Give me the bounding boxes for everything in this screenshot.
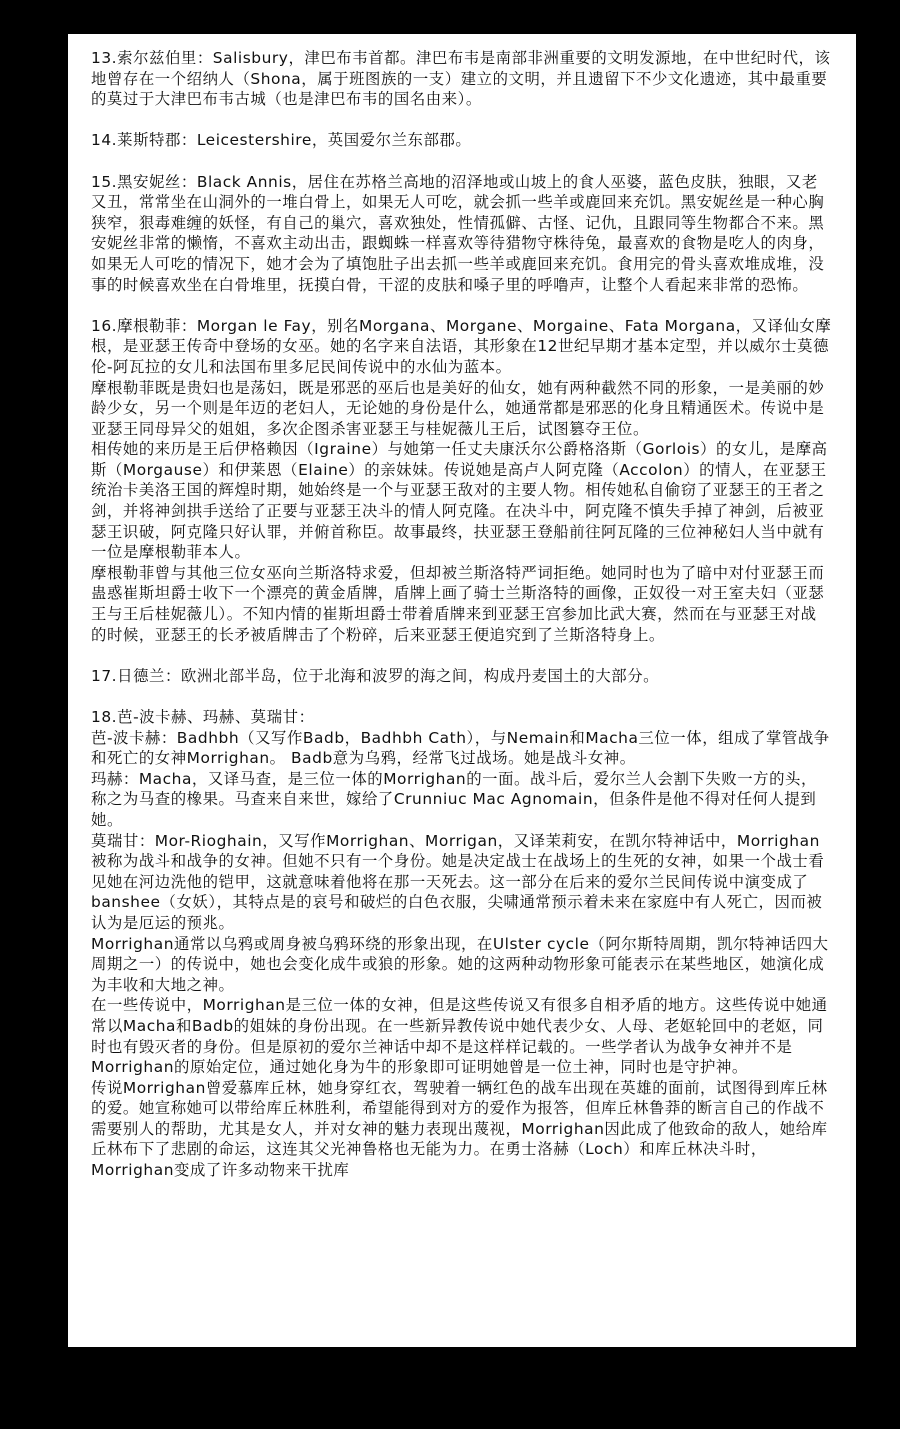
paragraph: 相传她的来历是王后伊格赖因（Igraine）与她第一任丈夫康沃尔公爵格洛斯（Gorlois）的女儿，是摩高斯（Morgause）和伊莱恩（Elaine）的亲妹妹。传说她是高卢人阿克隆（Accolon）的情人，在亚瑟王统治卡美洛王国的辉煌时期，她始终是一个与亚瑟王敌对的主要人物。相传她私自偷窃了亚瑟王的王者之剑，并将神剑拱手送给了正要与亚瑟王决斗的情人阿克隆。在决斗中，阿克隆不慎失手掉了神剑，后被亚瑟王识破，阿克隆只好认罪，并俯首称臣。故事最终，扶亚瑟王登船前往阿瓦隆的三位神秘妇人当中就有一位是摩根勒菲本人。 xyxy=(91,440,828,562)
paragraph: 14.莱斯特郡：Leicestershire，英国爱尔兰东部郡。 xyxy=(91,131,472,150)
note-13 xyxy=(91,48,832,110)
paragraph: 13.索尔兹伯里：Salisbury，津巴布韦首都。津巴布韦是南部非洲重要的文明发源地，在中世纪时代，该地曾存在一个绍纳人（Shona，属于班图族的一支）建立的文明，并且遗留下不少文化遗迹，其中最重要的莫过于大津巴布韦古城（也是津巴布韦的国名由来）。 xyxy=(91,49,831,109)
document-text xyxy=(91,48,832,1181)
paragraph: Morrighan通常以乌鸦或周身被乌鸦环绕的形象出现，在Ulster cycle（阿尔斯特周期，凯尔特神话四大周期之一）的传说中，她也会变化成牛或狼的形象。她的这两种动物形象可能表示在某些地区，她演化成为丰收和大地之神。 xyxy=(91,934,829,994)
note-16 xyxy=(91,316,832,646)
paragraph: 16.摩根勒菲：Morgan le Fay，别名Morgana、Morgane、Morgaine、Fata Morgana，又译仙女摩根，是亚瑟王传奇中登场的女巫。她的名字来自法语，其形象在12世纪早期才基本定型，并以威尔士莫德伦-阿瓦拉的女儿和法国布里多尼民间传说中的水仙为蓝本。 xyxy=(91,316,832,376)
paragraph: 莫瑞甘：Mor-Rioghain，又写作Morrighan、Morrigan，又译茉莉安，在凯尔特神话中，Morrighan被称为战斗和战争的女神。但她不只有一个身份。她是决定战士在战场上的生死的女神，如果一个战士看见她在河边洗他的铠甲，这就意味着他将在那一天死去。这一部分在后来的爱尔兰民间传说中演变成了banshee（女妖），其特点是的哀号和破烂的白色衣服，尖啸通常预示着未来在家庭中有人死亡，因而被认为是厄运的预兆。 xyxy=(91,831,825,932)
paragraph: 玛赫：Macha，又译马查，是三位一体的Morrighan的一面。战斗后，爱尔兰人会割下失败一方的头，称之为马查的橡果。马查来自来世，嫁给了Crunniuc Mac Agnomain，但条件是他不得对任何人提到她。 xyxy=(91,769,817,829)
paragraph: 18.芭-波卡赫、玛赫、莫瑞甘： xyxy=(91,708,315,726)
paragraph: 摩根勒菲既是贵妇也是荡妇，既是邪恶的巫后也是美好的仙女，她有两种截然不同的形象，一是美丽的妙龄少女，另一个则是年迈的老妇人，无论她的身份是什么，她通常都是邪恶的化身且精通医术。传说中是亚瑟王同母异父的姐姐，多次企图杀害亚瑟王与桂妮薇儿王后，试图篡夺王位。 xyxy=(91,378,825,438)
paragraph: 15.黑安妮丝：Black Annis，居住在苏格兰高地的沼泽地或山坡上的食人巫婆，蓝色皮肤，独眼，又老又丑，常常坐在山洞外的一堆白骨上，如果无人可吃，就会抓一些羊或鹿回来充饥。黑安妮丝是一种心胸狭窄，狠毒难缠的妖怪，有自己的巢穴，喜欢独处，性情孤僻、古怪、记仇，且跟同等生物都合不来。黑安妮丝非常的懒惰，不喜欢主动出击，跟蜘蛛一样喜欢等待猎物守株待兔，最喜欢的食物是吃人的肉身，如果无人可吃的情况下，她才会为了填饱肚子出去抓一些羊或鹿回来充饥。食用完的骨头喜欢堆成堆，没事的时候喜欢坐在白骨堆里，抚摸白骨，干涩的皮肤和嗓子里的呼噜声，让整个人看起来非常的恐怖。 xyxy=(91,172,825,294)
note-14 xyxy=(91,130,832,151)
note-17 xyxy=(91,666,832,687)
paragraph: 传说Morrighan曾爱慕库丘林，她身穿红衣，驾驶着一辆红色的战车出现在英雄的面前，试图得到库丘林的爱。她宣称她可以带给库丘林胜利，希望能得到对方的爱作为报答，但库丘林鲁莽的断言自己的作战不需要别人的帮助，尤其是女人，并对女神的魅力表现出蔑视，Morrighan因此成了他致命的敌人，她给库丘林布下了悲剧的命运，这连其父光神鲁格也无能为力。在勇士洛赫（Loch）和库丘林决斗时，Morrighan变成了许多动物来干扰库 xyxy=(91,1078,828,1180)
document-page xyxy=(68,34,856,1347)
paragraph: 摩根勒菲曾与其他三位女巫向兰斯洛特求爱，但却被兰斯洛特严词拒绝。她同时也为了暗中对付亚瑟王而蛊惑崔斯坦爵士收下一个漂亮的黄金盾牌，盾牌上画了骑士兰斯洛特的画像，正奴役一对王室夫妇（亚瑟王与王后桂妮薇儿）。不知内情的崔斯坦爵士带着盾牌来到亚瑟王宫参加比武大赛，然而在与亚瑟王对战的时候，亚瑟王的长矛被盾牌击了个粉碎，后来亚瑟王便追究到了兰斯洛特身上。 xyxy=(91,563,825,644)
paragraph: 在一些传说中，Morrighan是三位一体的女神，但是这些传说又有很多自相矛盾的地方。这些传说中她通常以Macha和Badb的姐妹的身份出现。在一些新异教传说中她代表少女、人母、老妪轮回中的老妪，同时也有毁灭者的身份。但是原初的爱尔兰神话中却不是这样样记载的。一些学者认为战争女神并不是Morrighan的原始定位，通过她化身为牛的形象即可证明她曾是一位土神，同时也是守护神。 xyxy=(91,996,828,1077)
paragraph: 芭-波卡赫：Badhbh（又写作Badb，Badhbh Cath），与Nemain和Macha三位一体，组成了掌管战争和死亡的女神Morrighan。 Badb意为乌鸦，经常飞过战场。她是战斗女神。 xyxy=(91,728,830,768)
paragraph: 17.日德兰：欧洲北部半岛，位于北海和波罗的海之间，构成丹麦国土的大部分。 xyxy=(91,666,660,685)
note-15 xyxy=(91,172,832,296)
note-18 xyxy=(91,707,832,1181)
